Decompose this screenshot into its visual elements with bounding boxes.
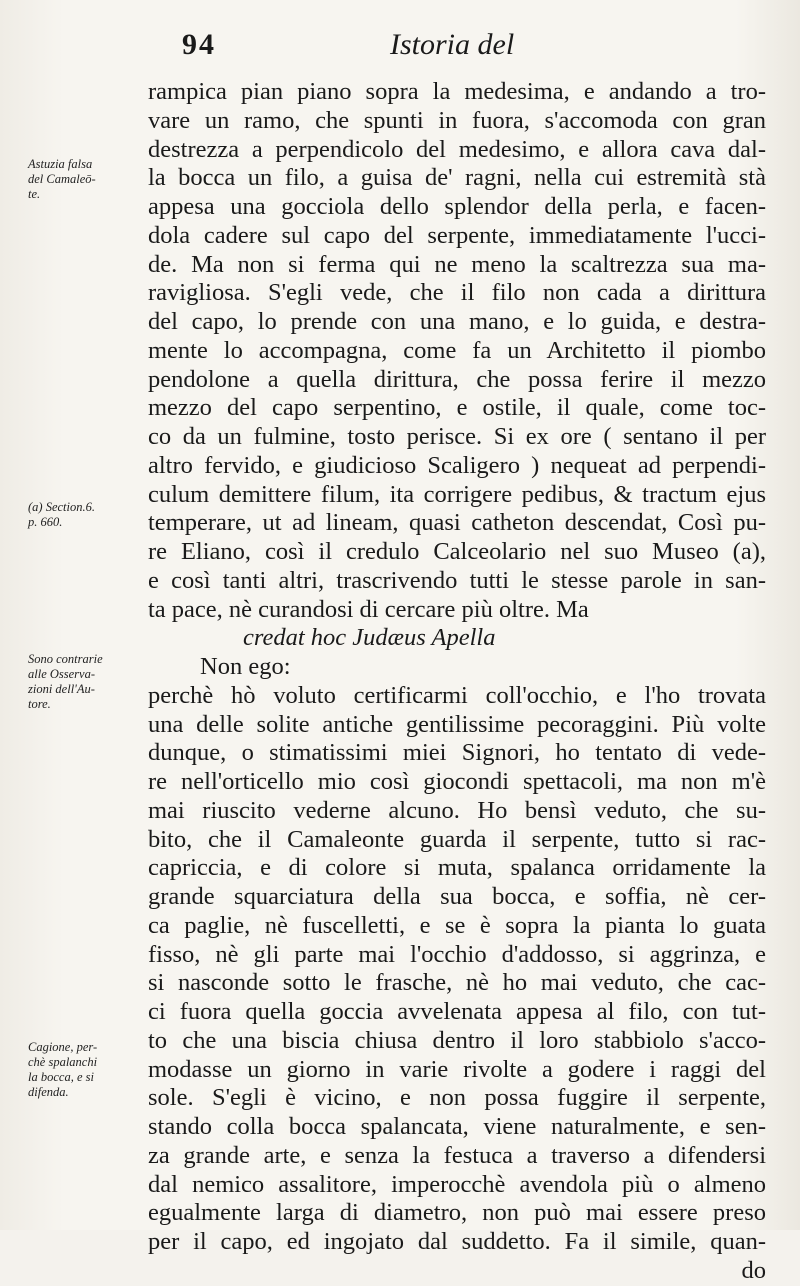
text-line: ci fuora quella goccia avvelenata appesa al filo, con tut- [148,998,766,1025]
margin-note-cagione [28,1040,153,1100]
margin-note-line: zioni dell'Au- [28,682,95,696]
text-line: pendolone a quella dirittura, che possa ferire il mezzo [148,365,766,393]
text-line: bito, che il Camaleonte guarda il serpente, tutto si rac- [148,825,766,853]
margin-note-line: la bocca, e si [28,1070,94,1084]
margin-note-line: chè spalanchi [28,1055,98,1069]
text-line: egualmente larga di diametro, non può mai essere preso [148,1199,766,1227]
text-line: de. Ma non si ferma qui ne meno la scaltrezza sua ma- [148,250,766,278]
text-line: del capo, lo prende con una mano, e lo guida, e destra- [148,308,766,335]
catchword: do [741,1256,766,1284]
margin-note-line: Cagione, per- [28,1040,98,1054]
margin-note-contrarie [28,652,153,712]
text-line: culum demittere filum, ita corrigere pedibus, & tractum ejus [148,480,766,508]
text-line: temperare, ut ad lineam, quasi catheton descendat, Così pu- [148,509,766,537]
margin-note-line: (a) Section.6. [28,500,95,514]
page-number: 94 [182,28,216,61]
text-line: per il capo, ed ingojato dal suddetto. Fa il simile, quan- [148,1228,766,1255]
text-line: mai riuscito vederne alcuno. Ho bensì veduto, che su- [148,796,766,824]
text-line: dola cadere sul capo del serpente, immediatamente l'ucci- [148,221,766,249]
text-line: re Eliano, così il credulo Calceolario nel suo Museo (a), [148,538,766,565]
text-line: destrezza a perpendicolo del medesimo, e allora cava dal- [148,135,766,163]
text-line: appesa una gocciola dello splendor della perla, e facen- [148,193,766,220]
text-line: rampica pian piano sopra la medesima, e andando a tro- [148,78,766,105]
text-line: stando colla bocca spalancata, viene naturalmente, e sen- [148,1113,766,1140]
text-line: re nell'orticello mio così giocondi spettacoli, ma non m'è [148,768,766,795]
text-line: altro fervido, e giudicioso Scaligero ) nequeat ad perpendi- [148,451,766,479]
margin-note-line: tore. [28,697,51,711]
text-line: fisso, nè gli parte mai l'occhio d'addosso, si aggrinza, e [148,940,766,968]
text-line: ta pace, nè curandosi di cercare più oltre. Ma [148,595,589,623]
margin-note-line: del Camaleō- [28,172,96,186]
text-line: dal nemico assalitore, imperocchè avendola più o almeno [148,1170,766,1198]
margin-note-line: difenda. [28,1085,69,1099]
text-line: si nasconde sotto le frasche, nè ho mai veduto, che cac- [148,969,766,997]
running-title: Istoria del [390,28,515,61]
margin-note-astuzia [28,157,153,202]
body-text [148,78,766,1286]
text-line: e così tanti altri, trascrivendo tutti le stesse parole in san- [148,566,766,594]
margin-note-line: te. [28,187,41,201]
text-line: za grande arte, e senza la festuca a traverso a difendersi [148,1141,766,1169]
text-line: vare un ramo, che spunti in fuora, s'accomoda con gran [148,106,766,134]
text-line: grande squarciatura della sua bocca, e soffia, nè cer- [148,883,766,910]
text-line: una delle solite antiche gentilissime pecoraggini. Più volte [148,710,766,738]
text-line: mente lo accompagna, come fa un Architetto il piombo [148,336,766,364]
margin-note-line: alle Osserva- [28,667,95,681]
text-line: ca paglie, nè fuscelletti, e se è sopra la pianta lo guata [148,911,766,939]
text-line: sole. S'egli è vicino, e non possa fuggire il serpente, [148,1084,766,1112]
text-line: dunque, o stimatissimi miei Signori, ho tentato di vede- [148,739,766,767]
text-line: perchè hò voluto certificarmi coll'occhio, e l'ho trovata [148,681,766,709]
quotation-line: credat hoc Judæus Apella [243,624,496,652]
text-line: to che una biscia chiusa dentro il loro stabbiolo s'acco- [148,1026,766,1054]
quotation-line: Non ego: [200,653,291,680]
text-line: mezzo del capo serpentino, e ostile, il quale, come toc- [148,394,766,422]
margin-note-line: Sono contrarie [28,652,103,666]
text-line: co da un fulmine, tosto perisce. Si ex ore ( sentano il per [148,423,766,450]
margin-note-line: p. 660. [28,515,63,529]
text-line: capriccia, e di colore si muta, spalanca orridamente la [148,854,766,882]
margin-note-line: Astuzia falsa [28,157,93,171]
page-header [0,28,800,78]
text-line: ravigliosa. S'egli vede, che il filo non cada a dirittura [148,279,766,307]
margin-note-footnote-a [28,500,153,530]
text-line: la bocca un filo, a guisa de' ragni, nella cui estremità stà [148,164,766,192]
text-line: modasse un giorno in varie rivolte a godere i raggi del [148,1055,766,1083]
